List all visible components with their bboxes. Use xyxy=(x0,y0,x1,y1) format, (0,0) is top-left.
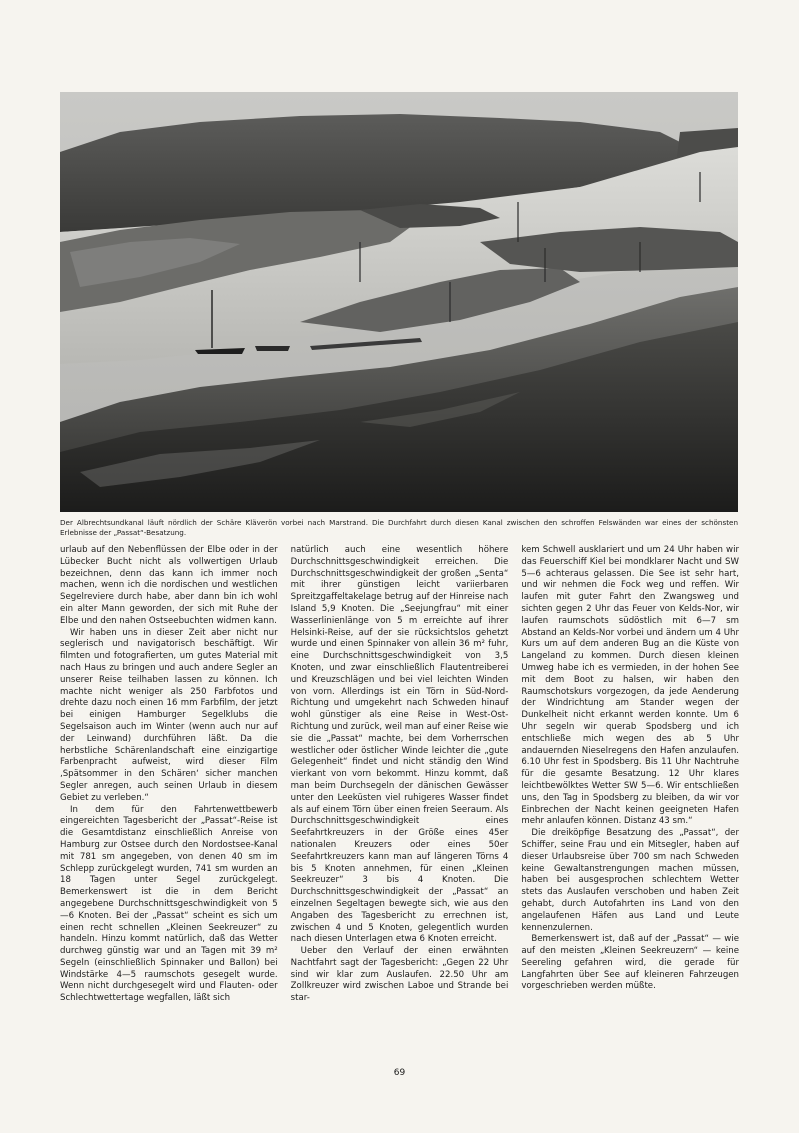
canal-photo-illustration xyxy=(60,92,738,512)
article-column-1 xyxy=(60,545,278,1055)
article-column-3 xyxy=(521,545,739,1055)
article-column-2 xyxy=(291,545,509,1055)
paragraph: Wir haben uns in dieser Zeit aber nicht nur seglerisch und navigatorisch beschäftigt. Wir filmten und fotografierten, um gutes Material mit nach Haus zu bringen und auch andere Segler an unserer Reise teilhaben lassen zu können. Ich machte nicht weniger als 250 Farbfotos und drehte dazu noch einen 16 mm Farbfilm, der jetzt bei einigen Hamburger Segelklubs die Segelsaison auch im Winter (wenn auch nur auf der Leinwand) durchführen läßt. Da die herbstliche Schärenlandschaft eine einzigartige Farbenpracht aufweist, wird dieser Film ‚Spätsommer in den Schären‘ sicher manchen Segler anregen, auch seinen Urlaub in diesem Gebiet zu verleben.“ xyxy=(60,627,278,803)
paragraph: In dem für den Fahrtenwettbewerb eingereichten Tagesbericht der „Passat“-Reise ist die Gesamtdistanz einschließlich Anreise von Hamburg zur Ostsee durch den Nordostsee-Kanal mit 781 sm angegeben, von denen 40 sm im Schlepp zurückgelegt wurden, 741 sm wurden an 18 Tagen unter Segel zurückgelegt. Bemerkenswert ist die in dem Bericht angegebene Durchschnittsgeschwindigkeit von 5—6 Knoten. Bei der „Passat“ scheint es sich um einen recht schnellen „Kleinen Seekreuzer“ zu handeln. Hinzu kommt natürlich, daß das Wetter durchweg günstig war und an Tagen mit 39 m² Segeln (einschließlich Spinnaker und Ballon) bei Windstärke 4—5 raumschots gesegelt wurde. Wenn nicht durchgesegelt wird und Flauten- oder Schlechtwettertage wegfallen, läßt sich xyxy=(60,804,278,1004)
landscape-photo xyxy=(60,92,738,512)
page-number: 69 xyxy=(393,1068,406,1078)
article-body xyxy=(60,545,739,1055)
paragraph: Die dreiköpfige Besatzung des „Passat“, der Schiffer, seine Frau und ein Mitsegler, haben auf dieser Urlaubsreise über 700 sm nach Schweden keine Gewaltanstrengungen machen müssen, haben bei ausgesprochen schlechtem Wetter stets das Auslaufen verschoben und haben Zeit gehabt, durch Autofahrten ins Land von den angelaufenen Häfen aus Land und Leute kennenzulernen. xyxy=(521,828,740,933)
paragraph: urlaub auf den Nebenflüssen der Elbe oder in der Lübecker Bucht nicht als vollwertigen Urlaub bezeichnen, denn das kann ich immer noch machen, wenn ich die nordischen und westlichen Segelreviere durch habe, aber dann bin ich wohl ein alter Mann geworden, der sich mit Ruhe der Elbe und den nahen Ostseebuchten widmen kann. xyxy=(60,545,278,626)
photo-caption: Der Albrechtsundkanal läuft nördlich der Schäre Kläverön vorbei nach Marstrand. Die Durchfahrt durch diesen Kanal zwischen den schroffen Felswänden war eines der schönsten Erlebnisse der „Passat“-Besatzung. xyxy=(60,518,738,537)
paragraph: Bemerkenswert ist, daß auf der „Passat“ — wie auf den meisten „Kleinen Seekreuzern“ — keine Seereling gefahren wird, die gerade für Langfahrten über See auf kleineren Fahrzeugen vorgeschrieben werden müßte. xyxy=(521,934,740,992)
paragraph: kem Schwell ausklariert und um 24 Uhr haben wir das Feuerschiff Kiel bei mondklarer Nacht und SW 5—6 achteraus gelassen. Die See ist sehr hart, und wir nehmen die Fock weg und reffen. Wir laufen mit guter Fahrt den Zwangsweg und sichten gegen 2 Uhr das Feuer von Kelds-Nor, wir laufen raumschots südöstlich mit 6—7 sm Abstand an Kelds-Nor vorbei und ändern um 4 Uhr Kurs um auf dem anderen Bug an die Küste von Langeland zu kommen. Durch diesen kleinen Umweg habe ich es vermieden, in der hohen See mit dem Boot zu halsen, wir haben den Raumschotskurs vorgezogen, da jede Aenderung der Windrichtung am Stander wegen der Dunkelheit nicht erkannt werden konnte. Um 6 Uhr segeln wir querab Spodsberg und ich entschließe mich wegen des ab 5 Uhr andauernden Nieselregens den Hafen anzulaufen. 6.10 Uhr fest in Spodsberg. Bis 11 Uhr Nachtruhe für die gesamte Besatzung. 12 Uhr klares leichtbewölktes Wetter SW 5—6. Wir entschließen uns, den Tag in Spodsberg zu bleiben, da wir vor Einbrechen der Nacht keinen geeigneten Hafen mehr anlaufen können. Distanz 43 sm.“ xyxy=(521,545,740,827)
paragraph: Ueber den Verlauf der einen erwähnten Nachtfahrt sagt der Tagesbericht: „Gegen 22 Uhr sind wir klar zum Auslaufen. 22.50 Uhr am Zollkreuzer wird zwischen Laboe und Strande bei star- xyxy=(290,946,509,1004)
paragraph: natürlich auch eine wesentlich höhere Durchschnittsgeschwindigkeit erreichen. Die Durchschnittsgeschwindigkeit der großen „Senta“ mit ihrer günstigen leicht variierbaren Spreitzgaffeltakelage betrug auf der Hinreise nach Island 5,9 Knoten. Die „Seejungfrau“ mit einer Wasserlinienlänge von 5 m erreichte auf ihrer Helsinki-Reise, auf der sie rücksichtslos gehetzt wurde und einen Spinnaker von allein 36 m² fuhr, eine Durchschnittsgeschwindigkeit von 3,5 Knoten, und zwar einschließlich Flautentreiberei und Kreuzschlägen und bei viel leichten Winden von vorn. Allerdings ist ein Törn in Süd-Nord-Richtung und umgekehrt nach Schweden hinauf wohl günstiger als eine Reise in West-Ost-Richtung und zurück, weil man auf einer Reise wie sie die „Passat“ machte, bei dem Vorherrschen westlicher oder östlicher Winde leichter die „gute Gelegenheit“ findet und nicht ständig den Wind vierkant von vorn bekommt. Hinzu kommt, daß man beim Durchsegeln der dänischen Gewässer unter den Leeküsten viel ruhigeres Wasser findet als auf einem Törn über einen freien Seeraum. Als Durchschnittsgeschwindigkeit eines Seefahrtkreuzers in der Größe eines 45er nationalen Kreuzers oder eines 50er Seefahrtkreuzers kann man auf längeren Törns 4 bis 5 Knoten annehmen, für einen „Kleinen Seekreuzer“ 3 bis 4 Knoten. Die Durchschnittsgeschwindigkeit der „Passat“ an einzelnen Segeltagen bewegte sich, wie aus den Angaben des Tagesbericht zu errechnen ist, zwischen 4 und 5 Knoten, gelegentlich wurden nach diesen Unterlagen etwa 6 Knoten erreicht. xyxy=(290,545,509,945)
